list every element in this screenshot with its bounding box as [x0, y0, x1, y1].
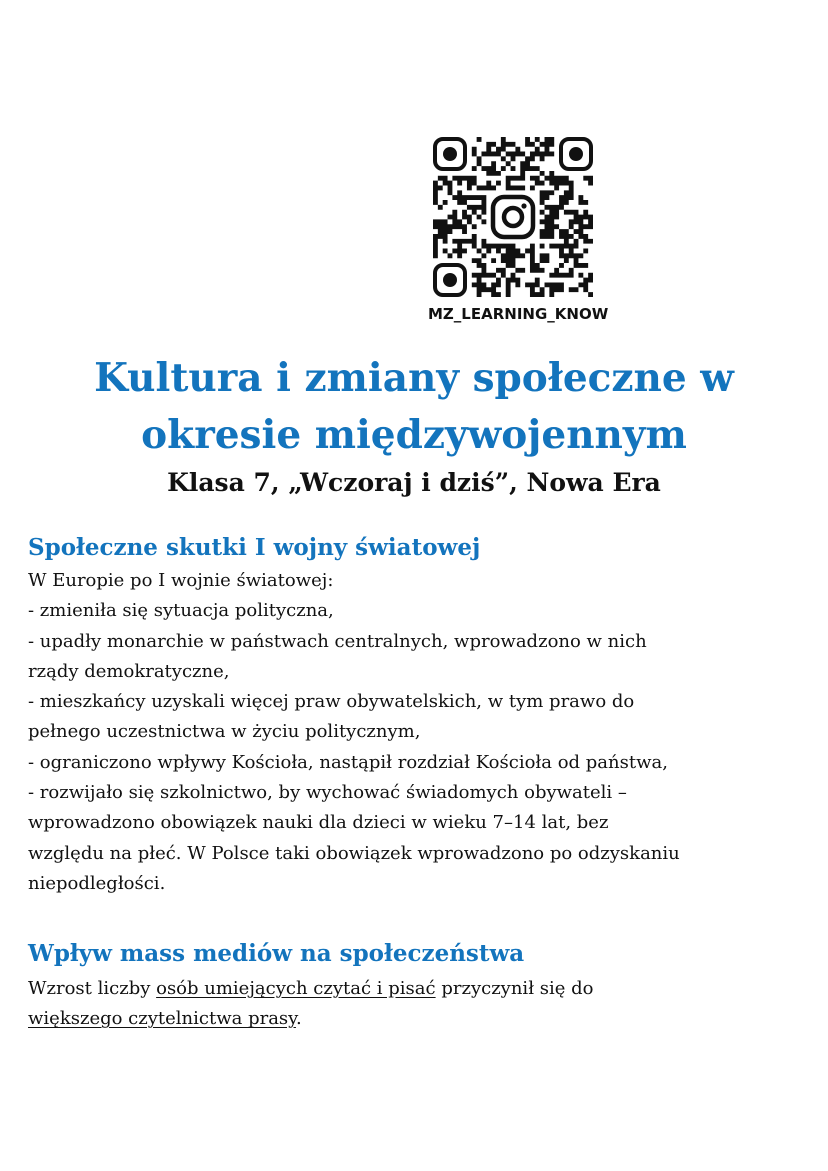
qr-finder-top-left	[435, 139, 465, 169]
section-heading-mass-media: Wpływ mass mediów na społeczeństwa	[28, 940, 525, 967]
underlined-phrase: większego czytelnictwa prasy	[28, 1008, 296, 1030]
qr-caption: MZ_LEARNING_KNOW	[428, 305, 609, 323]
page-title-line-2: okresie międzywojennym	[141, 412, 687, 458]
page-title	[0, 350, 828, 464]
section-heading-war-effects: Społeczne skutki I wojny światowej	[28, 534, 481, 561]
text-line: względu na płeć. W Polsce taki obowiązek wprowadzono po odzyskaniu	[28, 842, 680, 864]
text-line: W Europie po I wojnie światowej:	[28, 570, 334, 591]
text-segment: .	[295, 1008, 302, 1030]
qr-code-block	[428, 137, 609, 323]
text-line	[28, 1004, 818, 1034]
instagram-icon	[493, 197, 533, 237]
text-line	[28, 974, 818, 1004]
qr-finder-bottom-left	[435, 265, 465, 295]
text-line: - ograniczono wpływy Kościoła, nastąpił rozdział Kościoła od państwa,	[28, 751, 668, 773]
qr-finder-top-right	[561, 139, 591, 169]
text-line: niepodległości.	[28, 872, 166, 894]
section-body-war-effects	[28, 566, 818, 899]
text-line: - rozwijało się szkolnictwo, by wychować świadomych obywateli –	[28, 782, 627, 804]
page-subtitle: Klasa 7, „Wczoraj i dziś”, Nowa Era	[167, 468, 661, 497]
section-body-mass-media	[28, 974, 818, 1035]
text-line: - mieszkańcy uzyskali więcej praw obywatelskich, w tym prawo do	[28, 691, 635, 713]
qr-code[interactable]	[433, 137, 593, 297]
text-line: pełnego uczestnictwa w życiu politycznym,	[28, 721, 421, 743]
underlined-phrase: osób umiejących czytać i pisać	[156, 978, 436, 999]
text-line: - zmieniła się sytuacja polityczna,	[28, 600, 334, 622]
text-segment: Wzrost liczby	[28, 978, 157, 999]
text-line: wprowadzono obowiązek nauki dla dzieci w wieku 7–14 lat, bez	[28, 812, 609, 834]
page-title-line-1: Kultura i zmiany społeczne w	[94, 355, 734, 401]
text-line: rządy demokratyczne,	[28, 660, 230, 682]
text-segment: przyczynił się do	[435, 978, 594, 999]
text-line: - upadły monarchie w państwach centralnych, wprowadzono w nich	[28, 630, 647, 652]
